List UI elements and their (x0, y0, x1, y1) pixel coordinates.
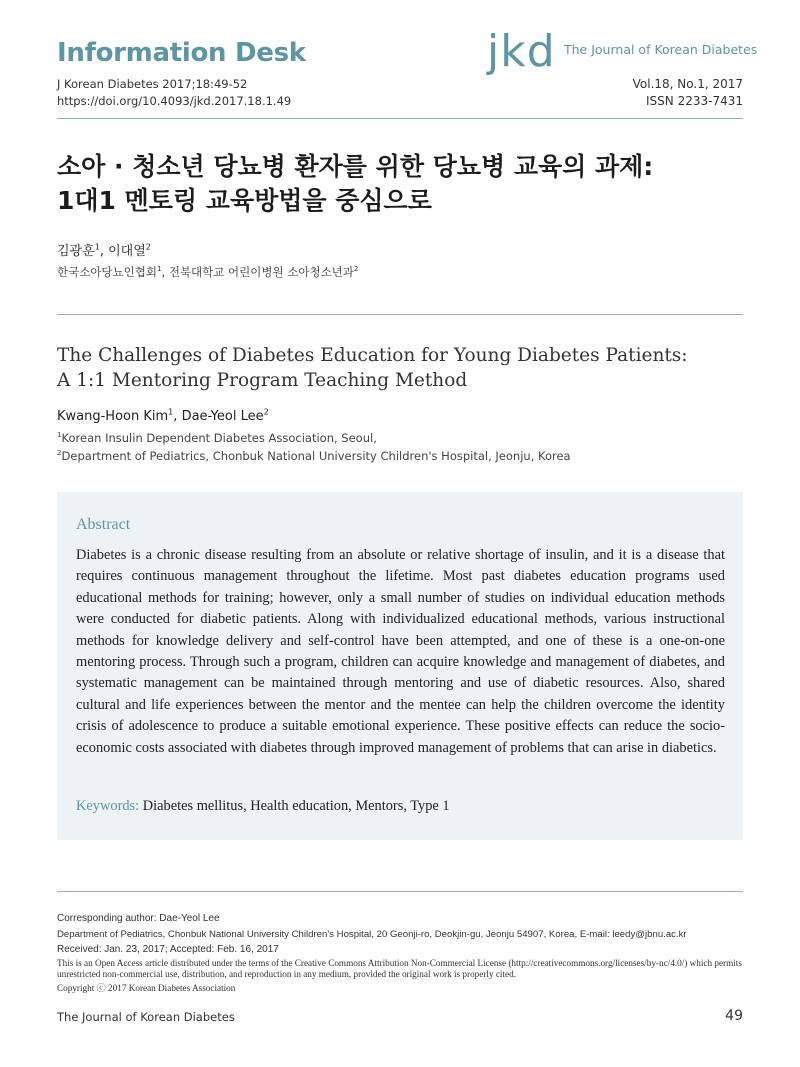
footer-journal: The Journal of Korean Diabetes (57, 1010, 235, 1024)
korean-title-line1: 소아 · 청소년 당뇨병 환자를 위한 당뇨병 교육의 과제: (57, 152, 654, 181)
english-author1-sup: 1 (168, 407, 174, 417)
keywords-label: Keywords: (76, 798, 140, 814)
korean-author2: 이대열 (108, 244, 146, 259)
issn: ISSN 2233-7431 (646, 93, 743, 108)
english-author2: Dae-Yeol Lee (181, 409, 264, 424)
header-divider (57, 118, 743, 119)
corresponding-author: Corresponding author: Dae-Yeol Lee (57, 913, 220, 924)
korean-author2-sup: 2 (145, 242, 151, 252)
korean-affil2: 전북대학교 어린이병원 소아청소년과 (168, 265, 354, 279)
english-title-line1: The Challenges of Diabetes Education for Young Diabetes Patients: (57, 345, 688, 366)
korean-affiliations (57, 264, 358, 280)
journal-logo: jkd (487, 26, 556, 77)
abstract-box (57, 492, 743, 840)
english-author1: Kwang-Hoon Kim (57, 409, 169, 424)
english-title (57, 343, 747, 393)
english-affiliations (57, 430, 571, 465)
korean-author1: 김광훈 (57, 244, 95, 259)
korean-title (57, 150, 747, 218)
keywords-list: Diabetes mellitus, Health education, Mentors, Type 1 (139, 798, 450, 814)
korean-authors (57, 240, 151, 259)
english-affil2-line (57, 448, 571, 466)
english-affil1-sup: 1 (57, 430, 62, 440)
korean-affil1-sup: 1 (156, 264, 162, 274)
volume: Vol.18, No.1, 2017 (632, 77, 743, 91)
korean-affil2-sup: 2 (353, 264, 359, 274)
keywords (76, 798, 725, 815)
korean-author1-sup: 1 (94, 242, 100, 252)
english-affil1-line (57, 430, 571, 448)
page-number: 49 (725, 1008, 743, 1024)
english-authors (57, 409, 269, 424)
section-label: Information Desk (57, 38, 306, 68)
volume-info (633, 76, 743, 109)
journal-name: The Journal of Korean Diabetes (564, 42, 758, 57)
korean-title-line2: 1대1 멘토링 교육방법을 중심으로 (57, 186, 432, 215)
korean-affil-sep: , (161, 265, 169, 279)
english-affil2-sup: 2 (57, 447, 62, 457)
copyright: Copyright ⓒ 2017 Korean Diabetes Association (57, 983, 236, 993)
english-author2-sup: 2 (263, 407, 269, 417)
citation-block (57, 76, 291, 109)
english-title-line2: A 1:1 Mentoring Program Teaching Method (57, 370, 468, 391)
english-affil2: Department of Pediatrics, Chonbuk National University Children's Hospital, Jeonju, Korea (61, 448, 571, 463)
corresponding-address: Department of Pediatrics, Chonbuk National University Children's Hospital, 20 Geonji-ro, Deokjin-gu, Jeonju 54907, Korea, E-mail: leedy@jbnu.ac.kr (57, 929, 687, 940)
abstract-heading: Abstract (76, 516, 131, 533)
license-text: This is an Open Access article distributed under the terms of the Creative Commons Attribution Non-Commercial License (http://creativecommons.org/licenses/by-nc/4.0/) which permits unrestricted non-commercial use, distribution, and reproduction in any medium, provided the original work is properly cited. (57, 958, 742, 979)
received-dates: Received: Jan. 23, 2017; Accepted: Feb. 16, 2017 (57, 944, 279, 955)
korean-author-sep: , (99, 244, 109, 259)
english-affil1: Korean Insulin Dependent Diabetes Association, Seoul, (61, 431, 377, 445)
korean-affil1: 한국소아당뇨인협회 (57, 265, 157, 279)
english-author-sep: , (173, 409, 182, 424)
section-divider (57, 314, 743, 315)
doi-link[interactable]: https://doi.org/10.4093/jkd.2017.18.1.49 (57, 93, 292, 108)
abstract-body: Diabetes is a chronic disease resulting from an absolute or relative shortage of insulin, and it is a disease that requires continuous management throughout the lifetime. Most past diabetes education programs used educational methods for training; however, only a small number of studies on individual education methods were conducted for diabetic patients. Along with individualized educational methods, various instructional methods for knowledge delivery and self-control have been attempted, and one of these is a one-on-one mentoring process. Through such a program, children can acquire knowledge and management of diabetes, and systematic management can be maintained through mentoring and use of diabetic resources. Also, shared cultural and life experiences between the mentor and the mentee can help the children overcome the identity crisis of adolescence to produce a suitable emotional experience. These positive effects can reduce the socio-economic costs associated with diabetes through improved management of problems that can arise in diabetics. (76, 547, 725, 756)
footnote-divider (57, 891, 743, 892)
citation: J Korean Diabetes 2017;18:49-52 (57, 77, 248, 91)
